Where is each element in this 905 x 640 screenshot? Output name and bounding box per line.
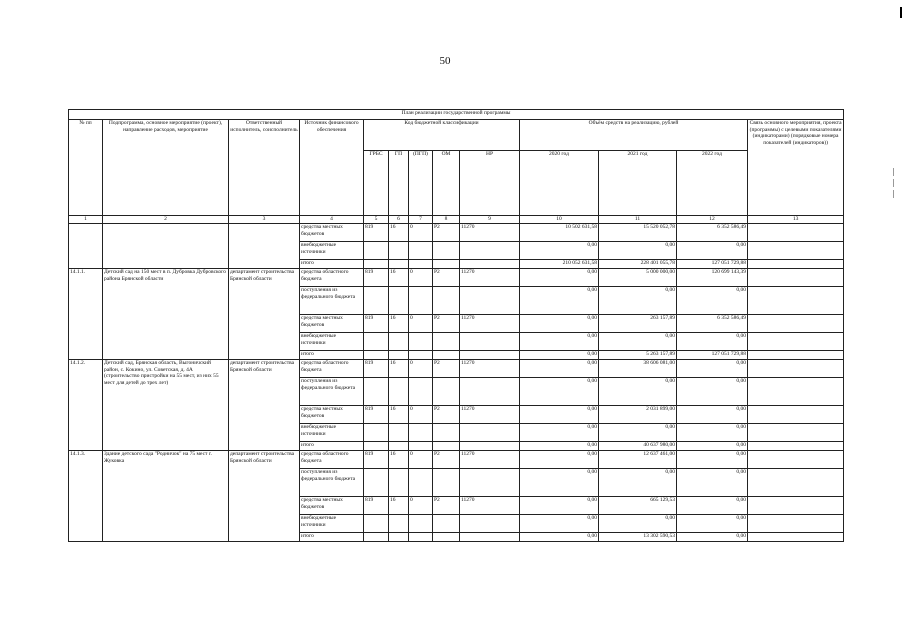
link-cell [748,360,844,378]
column-number: 11 [599,216,677,224]
nr-cell: 11270 [460,451,520,469]
value-2020-cell: 0,00 [520,242,599,260]
pgp-cell [409,351,433,360]
nr-cell [460,333,520,351]
om-cell [433,442,460,451]
value-2020-cell: 0,00 [520,533,599,542]
column-number: 4 [300,216,364,224]
source-cell: поступления из федерального бюджета [300,469,364,497]
om-cell [433,378,460,406]
link-cell [748,533,844,542]
pgp-cell [409,333,433,351]
value-2020-cell: 0,00 [520,442,599,451]
value-2020-cell: 0,00 [520,469,599,497]
pgp-cell: 0 [409,269,433,287]
value-2022-cell: 6 352 586,49 [677,315,748,333]
link-cell [748,333,844,351]
pgp-cell: 0 [409,497,433,515]
nr-cell: 11270 [460,269,520,287]
grbs-cell [364,424,389,442]
name-cell: Детский сад на 150 мест в п. Дубровка Дубровского района Брянской области [103,269,229,360]
value-2022-cell: 0,00 [677,333,748,351]
grbs-cell: 819 [364,360,389,378]
pgp-cell: 0 [409,451,433,469]
grbs-cell: 819 [364,497,389,515]
om-cell: P2 [433,315,460,333]
pgp-cell [409,287,433,315]
executor-cell [229,224,300,269]
table-row [69,224,844,242]
grbs-cell: 819 [364,451,389,469]
gp-cell: 16 [389,406,409,424]
column-number: 10 [520,216,599,224]
value-2021-cell: 0,00 [599,378,677,406]
source-cell: средства местных бюджетов [300,497,364,515]
om-cell [433,424,460,442]
value-2021-cell: 0,00 [599,424,677,442]
om-cell: P2 [433,224,460,242]
grbs-cell [364,442,389,451]
value-2021-cell: 263 157,89 [599,315,677,333]
num-cell [69,224,103,269]
value-2021-cell: 12 637 461,00 [599,451,677,469]
source-cell: итого [300,533,364,542]
pgp-cell [409,442,433,451]
pgp-cell: 0 [409,406,433,424]
value-2022-cell: 0,00 [677,497,748,515]
header-executor: Ответственный исполнитель, соисполнитель [229,120,300,216]
value-2020-cell: 0,00 [520,378,599,406]
source-cell: средства областного бюджета [300,360,364,378]
value-2021-cell: 0,00 [599,469,677,497]
value-2020-cell: 0,00 [520,269,599,287]
num-cell: 14.1.3. [69,451,103,542]
header-gp: ГП [389,151,409,216]
link-cell [748,224,844,242]
om-cell [433,287,460,315]
table-row [69,360,844,378]
name-cell: Детский сад, Брянская область, Выгоничский район, с. Кокино, ул. Советская, д. 4А (строительство пристройки на 55 мест, из них 55 мест для детей до трех лет) [103,360,229,451]
gp-cell [389,260,409,269]
pgp-cell [409,260,433,269]
margin-marks [893,168,903,201]
gp-cell: 16 [389,269,409,287]
nr-cell [460,351,520,360]
header-budget-code: Код бюджетной классификации [364,120,520,151]
link-cell [748,424,844,442]
column-number: 12 [677,216,748,224]
link-cell [748,378,844,406]
pgp-cell: 0 [409,224,433,242]
link-cell [748,287,844,315]
value-2022-cell: 0,00 [677,287,748,315]
om-cell [433,260,460,269]
value-2020-cell: 0,00 [520,360,599,378]
column-number: 3 [229,216,300,224]
column-number: 7 [409,216,433,224]
value-2022-cell: 0,00 [677,406,748,424]
grbs-cell [364,242,389,260]
nr-cell: 11270 [460,224,520,242]
value-2021-cell: 0,00 [599,287,677,315]
value-2021-cell: 665 129,53 [599,497,677,515]
link-cell [748,497,844,515]
header-2021: 2021 год [599,151,677,216]
value-2020-cell: 0,00 [520,497,599,515]
column-number: 13 [748,216,844,224]
value-2021-cell: 0,00 [599,515,677,533]
value-2020-cell: 0,00 [520,515,599,533]
executor-cell: департамент строительства Брянской области [229,451,300,542]
name-cell [103,224,229,269]
gp-cell [389,469,409,497]
value-2022-cell: 0,00 [677,424,748,442]
source-cell: внебюджетные источники [300,242,364,260]
gp-cell: 16 [389,315,409,333]
grbs-cell [364,351,389,360]
value-2022-cell: 0,00 [677,451,748,469]
value-2022-cell: 0,00 [677,242,748,260]
value-2022-cell: 0,00 [677,469,748,497]
grbs-cell [364,287,389,315]
value-2021-cell: 228 401 055,78 [599,260,677,269]
om-cell: P2 [433,269,460,287]
value-2020-cell: 10 502 631,58 [520,224,599,242]
gp-cell [389,351,409,360]
pgp-cell: 0 [409,315,433,333]
gp-cell [389,333,409,351]
grbs-cell: 819 [364,315,389,333]
grbs-cell [364,260,389,269]
nr-cell [460,469,520,497]
grbs-cell: 819 [364,269,389,287]
value-2021-cell: 0,00 [599,242,677,260]
pgp-cell: 0 [409,360,433,378]
pgp-cell [409,242,433,260]
source-cell: поступления из федерального бюджета [300,287,364,315]
gp-cell [389,242,409,260]
source-cell: средства областного бюджета [300,269,364,287]
header-grbs: ГРБС [364,151,389,216]
nr-cell: 11270 [460,360,520,378]
header-nr: НР [460,151,520,216]
link-cell [748,406,844,424]
source-cell: средства местных бюджетов [300,224,364,242]
column-number: 5 [364,216,389,224]
nr-cell: 11270 [460,315,520,333]
value-2020-cell: 0,00 [520,451,599,469]
value-2020-cell: 0,00 [520,333,599,351]
link-cell [748,269,844,287]
pgp-cell [409,515,433,533]
om-cell: P2 [433,451,460,469]
column-number: 6 [389,216,409,224]
num-cell: 14.1.2. [69,360,103,451]
value-2020-cell: 0,00 [520,424,599,442]
value-2022-cell: 0,00 [677,442,748,451]
source-cell: итого [300,260,364,269]
table-row [69,451,844,469]
link-cell [748,260,844,269]
edge-mark [900,7,902,18]
column-number-row [69,216,844,224]
nr-cell [460,242,520,260]
source-cell: средства областного бюджета [300,451,364,469]
gp-cell [389,442,409,451]
grbs-cell [364,515,389,533]
gp-cell [389,533,409,542]
table-title: План реализации государственной программы [69,110,844,120]
header-num: № пп [69,120,103,216]
pgp-cell [409,378,433,406]
om-cell: P2 [433,497,460,515]
grbs-cell: 819 [364,406,389,424]
value-2022-cell: 0,00 [677,515,748,533]
link-cell [748,442,844,451]
nr-cell [460,515,520,533]
num-cell: 14.1.1. [69,269,103,360]
header-volume: Объём средств на реализацию, рублей [520,120,748,151]
link-cell [748,315,844,333]
value-2022-cell: 0,00 [677,378,748,406]
column-number: 9 [460,216,520,224]
source-cell: поступления из федерального бюджета [300,378,364,406]
om-cell [433,351,460,360]
value-2022-cell: 0,00 [677,533,748,542]
om-cell [433,242,460,260]
value-2022-cell: 127 051 729,88 [677,260,748,269]
value-2021-cell: 5 000 000,00 [599,269,677,287]
pgp-cell [409,424,433,442]
value-2021-cell: 0,00 [599,333,677,351]
grbs-cell [364,333,389,351]
gp-cell: 16 [389,224,409,242]
om-cell [433,469,460,497]
value-2020-cell: 0,00 [520,406,599,424]
link-cell [748,469,844,497]
column-number: 8 [433,216,460,224]
gp-cell: 16 [389,451,409,469]
gp-cell [389,287,409,315]
header-om: ОМ [433,151,460,216]
om-cell [433,515,460,533]
name-cell: Здание детского сада "Родничок" на 75 мест г. Жуковка [103,451,229,542]
header-2022: 2022 год [677,151,748,216]
value-2022-cell: 120 699 143,39 [677,269,748,287]
value-2022-cell: 127 051 729,88 [677,351,748,360]
source-cell: внебюджетные источники [300,333,364,351]
nr-cell: 11270 [460,406,520,424]
om-cell: P2 [433,406,460,424]
source-cell: внебюджетные источники [300,424,364,442]
header-link: Связь основного мероприятия, проекта (программы) с целевыми показателями (индикаторами) (порядковые номера показателей (индикаторов)) [748,120,844,216]
program-plan-table [68,109,844,542]
om-cell [433,533,460,542]
source-cell: итого [300,351,364,360]
value-2020-cell: 0,00 [520,287,599,315]
nr-cell [460,260,520,269]
executor-cell: департамент строительства Брянской области [229,360,300,451]
header-source: Источник финансового обеспечения [300,120,364,216]
source-cell: средства местных бюджетов [300,406,364,424]
value-2020-cell: 0,00 [520,351,599,360]
grbs-cell [364,378,389,406]
nr-cell [460,442,520,451]
grbs-cell [364,533,389,542]
link-cell [748,515,844,533]
nr-cell [460,424,520,442]
value-2022-cell: 0,00 [677,360,748,378]
executor-cell: департамент строительства Брянской области [229,269,300,360]
nr-cell: 11270 [460,497,520,515]
om-cell: P2 [433,360,460,378]
link-cell [748,242,844,260]
column-number: 2 [103,216,229,224]
table-row [69,269,844,287]
nr-cell [460,378,520,406]
value-2020-cell: 210 052 631,58 [520,260,599,269]
column-number: 1 [69,216,103,224]
om-cell [433,333,460,351]
link-cell [748,351,844,360]
value-2021-cell: 13 302 590,53 [599,533,677,542]
value-2021-cell: 40 637 980,00 [599,442,677,451]
grbs-cell: 819 [364,224,389,242]
source-cell: средства местных бюджетов [300,315,364,333]
value-2021-cell: 38 606 081,00 [599,360,677,378]
gp-cell: 16 [389,360,409,378]
header-2020: 2020 год [520,151,599,216]
page-number: 50 [439,55,451,67]
nr-cell [460,287,520,315]
value-2022-cell: 6 352 586,49 [677,224,748,242]
gp-cell [389,515,409,533]
grbs-cell [364,469,389,497]
source-cell: внебюджетные источники [300,515,364,533]
header-pgp: (ПГП) [409,151,433,216]
value-2020-cell: 0,00 [520,315,599,333]
pgp-cell [409,533,433,542]
header-subprogram: Подпрограмма, основное мероприятие (проект), направление расходов, мероприятие [103,120,229,216]
gp-cell [389,424,409,442]
nr-cell [460,533,520,542]
gp-cell: 16 [389,497,409,515]
value-2021-cell: 2 031 899,00 [599,406,677,424]
source-cell: итого [300,442,364,451]
value-2021-cell: 15 520 052,78 [599,224,677,242]
value-2021-cell: 5 263 157,89 [599,351,677,360]
pgp-cell [409,469,433,497]
gp-cell [389,378,409,406]
link-cell [748,451,844,469]
